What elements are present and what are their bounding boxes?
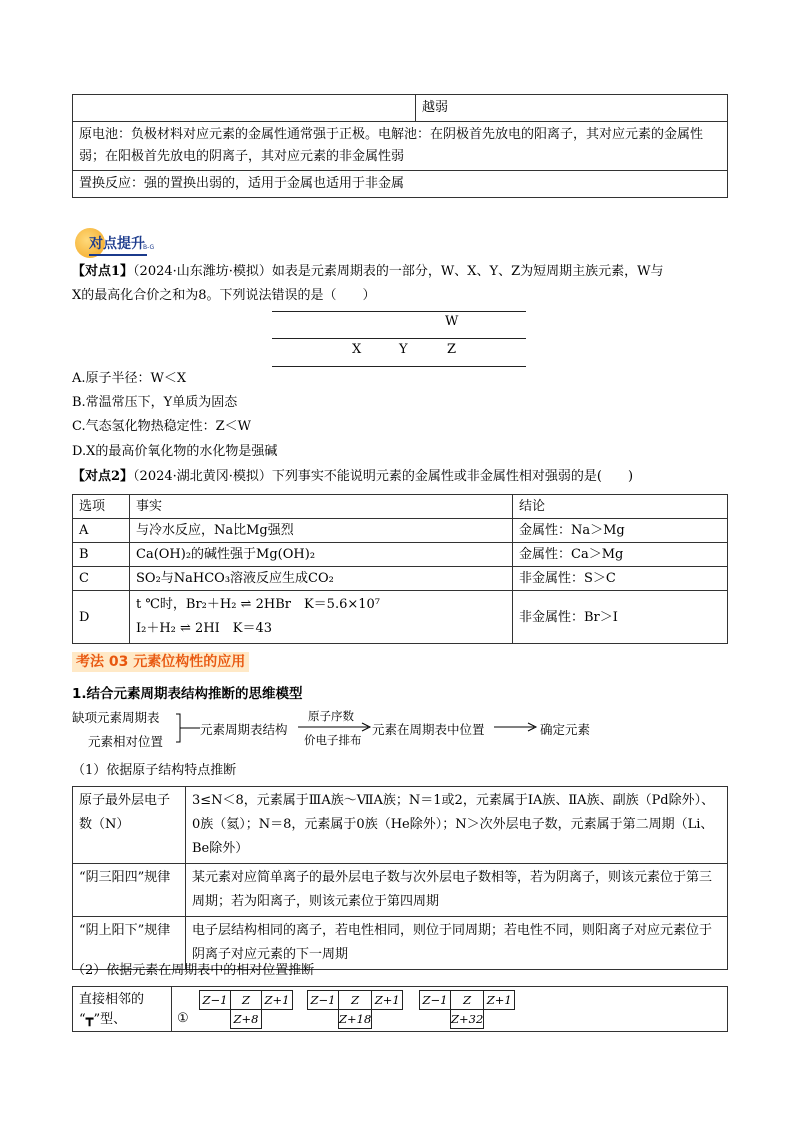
t-shape-grid-2	[307, 990, 403, 1029]
q1-option-a: A.原子半径：W＜X	[72, 371, 187, 386]
grid-cell: Z+1	[372, 991, 403, 1010]
table-header-row	[73, 495, 728, 519]
rule-content: 3≤N＜8，元素属于ⅢA族～ⅦA族；N＝1或2，元素属于ⅠA族、ⅡA族、副族（Pd除外）、0族（氦）；N＝8，元素属于0族（He除外）；N＞次外层电子数，元素属于第二周期（Li、Be除外）	[186, 787, 728, 864]
arrow-icon	[298, 722, 372, 732]
part2-heading: （2）依据元素在周期表中的相对位置推断	[72, 963, 315, 978]
grid-cell: Z+18	[339, 1010, 372, 1029]
arrow-icon	[494, 722, 538, 732]
grid-cell-empty	[372, 1010, 403, 1029]
section-title: 考法 03 元素位构性的应用	[72, 652, 249, 672]
element-z: Z	[447, 342, 457, 357]
item-marker: ①	[177, 1011, 189, 1026]
table-row	[73, 543, 728, 567]
rule-label: “阴三阳四”规律	[73, 864, 186, 917]
question-2-text: （2024·湖北黄冈·模拟）下列事实不能说明元素的金属性或非金属性相对强弱的是( )	[133, 469, 634, 484]
table-row	[73, 519, 728, 543]
flow-arrow-top-label: 原子序数	[308, 709, 354, 723]
badge-label: 对点提升	[89, 236, 145, 252]
summary-electrochem: 原电池：负极材料对应元素的金属性通常强于正极。电解池：在阴极首先放电的阳离子，其对应元素的金属性弱；在阳极首先放电的阴离子，其对应元素的非金属性弱	[73, 122, 728, 171]
header-option: 选项	[73, 495, 130, 519]
element-x: X	[352, 342, 362, 357]
grid-cell: Z−1	[308, 991, 339, 1010]
row-conclusion: 金属性：Ca＞Mg	[513, 543, 728, 567]
grid-cell-empty	[200, 1010, 231, 1029]
rule-label: “阴上阳下”规律	[73, 917, 186, 970]
row-fact: Ca(OH)₂的碱性强于Mg(OH)₂	[130, 543, 513, 567]
summary-displacement: 置换反应：强的置换出弱的，适用于金属也适用于非金属	[73, 171, 728, 198]
t-shape-grid-3	[419, 990, 515, 1029]
question-1-stem	[72, 263, 732, 281]
q1-option-b: B.常温常压下，Y单质为固态	[72, 395, 238, 410]
grid-cell: Z−1	[200, 991, 231, 1010]
row-option: B	[73, 543, 130, 567]
grid-cell: Z	[231, 991, 262, 1010]
flow-arrow-bottom-label: 价电子排布	[304, 733, 362, 747]
table-row	[73, 567, 728, 591]
table-row	[73, 591, 728, 644]
grid-cell: Z+1	[262, 991, 293, 1010]
grid-cell: Z+32	[451, 1010, 484, 1029]
question-1-line2: X的最高化合价之和为8。下列说法错误的是（ ）	[72, 288, 376, 303]
grid-cell-empty	[484, 1010, 515, 1029]
question-2-stem	[72, 468, 732, 486]
row-option: C	[73, 567, 130, 591]
row-conclusion: 非金属性：S＞C	[513, 567, 728, 591]
row-fact-line2: I₂＋H₂ ⇌ 2HI K＝43	[136, 621, 273, 636]
fragment-top-rule	[272, 311, 526, 312]
model-heading: 1.结合元素周期表结构推断的思维模型	[72, 686, 303, 702]
q2-options-table	[72, 494, 728, 644]
row-conclusion: 非金属性：Br＞I	[513, 591, 728, 644]
grid-cell: Z+1	[484, 991, 515, 1010]
rule-content: 电子层结构相同的离子，若电性相同，则位于同周期；若电性不同，则阳离子对应元素位于阴离子对应元素的下一周期	[186, 917, 728, 970]
header-conclusion: 结论	[513, 495, 728, 519]
grid-cell-empty	[308, 1010, 339, 1029]
position-label-line1: 直接相邻的	[79, 992, 145, 1007]
row-conclusion: 金属性：Na＞Mg	[513, 519, 728, 543]
row-fact: SO₂与NaHCO₃溶液反应生成CO₂	[130, 567, 513, 591]
rule-content: 某元素对应简单离子的最外层电子数与次外层电子数相等，若为阴离子，则该元素位于第三周期；若为阳离子，则该元素位于第四周期	[186, 864, 728, 917]
question-1-tag: 【对点1】	[72, 264, 134, 279]
table-row	[73, 787, 728, 864]
badge-small: B-G	[143, 244, 155, 251]
t-shape-grid-1	[199, 990, 293, 1029]
row-fact: 与冷水反应，Na比Mg强烈	[130, 519, 513, 543]
periodic-fragment	[272, 308, 526, 368]
position-inference-table	[72, 986, 728, 1032]
table-row	[73, 864, 728, 917]
practice-badge	[75, 226, 175, 260]
summary-cell-weaker: 越弱	[416, 95, 728, 122]
summary-table	[72, 94, 728, 198]
flow-step-result: 确定元素	[540, 722, 591, 737]
badge-underline	[89, 254, 147, 256]
element-w: W	[445, 314, 459, 329]
element-y: Y	[399, 342, 408, 357]
row-fact	[130, 591, 513, 644]
row-fact-line1: t ℃时，Br₂＋H₂ ⇌ 2HBr K＝5.6×10⁷	[136, 597, 380, 612]
header-fact: 事实	[130, 495, 513, 519]
question-1-line1: （2024·山东潍坊·模拟）如表是元素周期表的一部分，W、X、Y、Z为短周期主族元素，W与	[133, 264, 664, 279]
flow-step-structure: 元素周期表结构	[200, 722, 288, 737]
flow-input-2: 元素相对位置	[88, 734, 164, 749]
part1-heading: （1）依据原子结构特点推断	[72, 763, 237, 778]
grid-cell: Z	[451, 991, 484, 1010]
position-label	[79, 990, 144, 1030]
grid-cell: Z+8	[231, 1010, 262, 1029]
grid-cell: Z−1	[420, 991, 451, 1010]
grid-cell-empty	[262, 1010, 293, 1029]
rule-label: 原子最外层电子数（N）	[73, 787, 186, 864]
row-option: D	[73, 591, 130, 644]
grid-cell-empty	[420, 1010, 451, 1029]
structure-inference-table	[72, 786, 728, 970]
row-option: A	[73, 519, 130, 543]
brace-icon	[172, 712, 202, 746]
fragment-bottom-rule	[272, 366, 526, 367]
q1-option-c: C.气态氢化物热稳定性：Z＜W	[72, 419, 252, 434]
column-divider	[171, 987, 172, 1031]
fragment-mid-rule	[272, 338, 526, 339]
thinking-model-diagram	[72, 706, 672, 752]
question-2-tag: 【对点2】	[72, 469, 134, 484]
grid-cell: Z	[339, 991, 372, 1010]
flow-input-1: 缺项元素周期表	[72, 710, 160, 725]
q1-option-d: D.X的最高价氧化物的水化物是强碱	[72, 444, 278, 459]
summary-cell-empty	[73, 95, 416, 122]
position-label-line2: “┳”型、	[79, 1012, 127, 1027]
flow-step-position: 元素在周期表中位置	[372, 722, 485, 737]
